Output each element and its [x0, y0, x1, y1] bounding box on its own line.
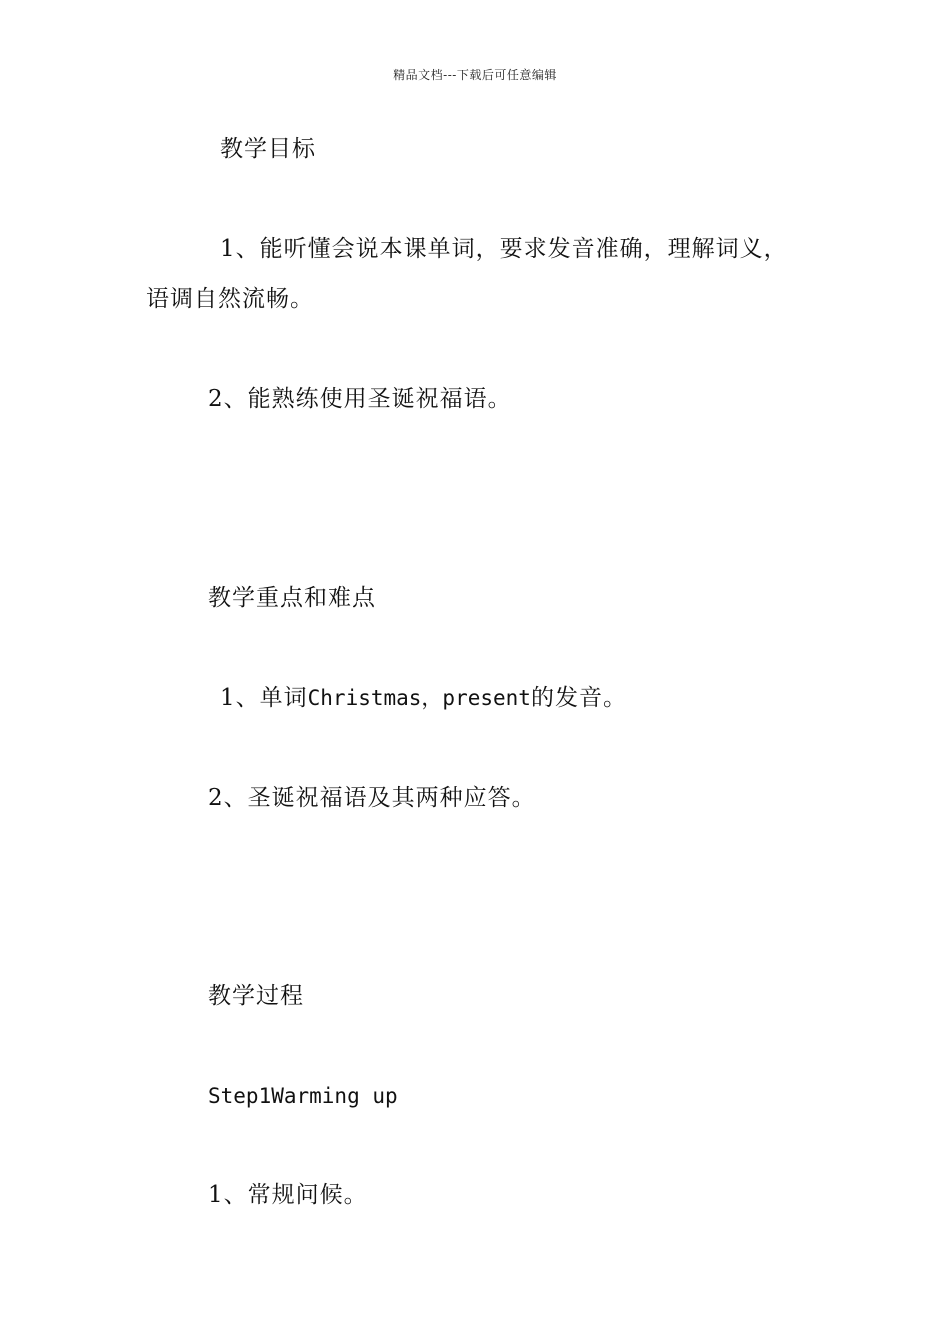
objectives-item-2: 2、能熟练使用圣诞祝福语。 — [208, 386, 512, 412]
process-item-1: 1、常规问候。 — [208, 1182, 368, 1208]
key-points-item-1-suffix: 的发音。 — [530, 685, 627, 711]
key-points-item-2: 2、圣诞祝福语及其两种应答。 — [208, 785, 536, 811]
process-step-1: Step1Warming up — [208, 1084, 398, 1108]
process-heading: 教学过程 — [208, 983, 304, 1009]
key-points-item-1 — [220, 683, 627, 713]
objectives-item-1-line-1: 1、能听懂会说本课单词，要求发音准确，理解词义， — [220, 236, 788, 262]
objectives-heading: 教学目标 — [220, 136, 316, 162]
objectives-item-1-line-2: 语调自然流畅。 — [146, 286, 314, 312]
page-header: 精品文档---下载后可任意编辑 — [393, 68, 557, 82]
key-points-item-1-words: Christmas，present — [307, 686, 531, 710]
key-points-item-1-prefix: 1、单词 — [220, 685, 308, 711]
key-points-heading: 教学重点和难点 — [208, 585, 376, 611]
